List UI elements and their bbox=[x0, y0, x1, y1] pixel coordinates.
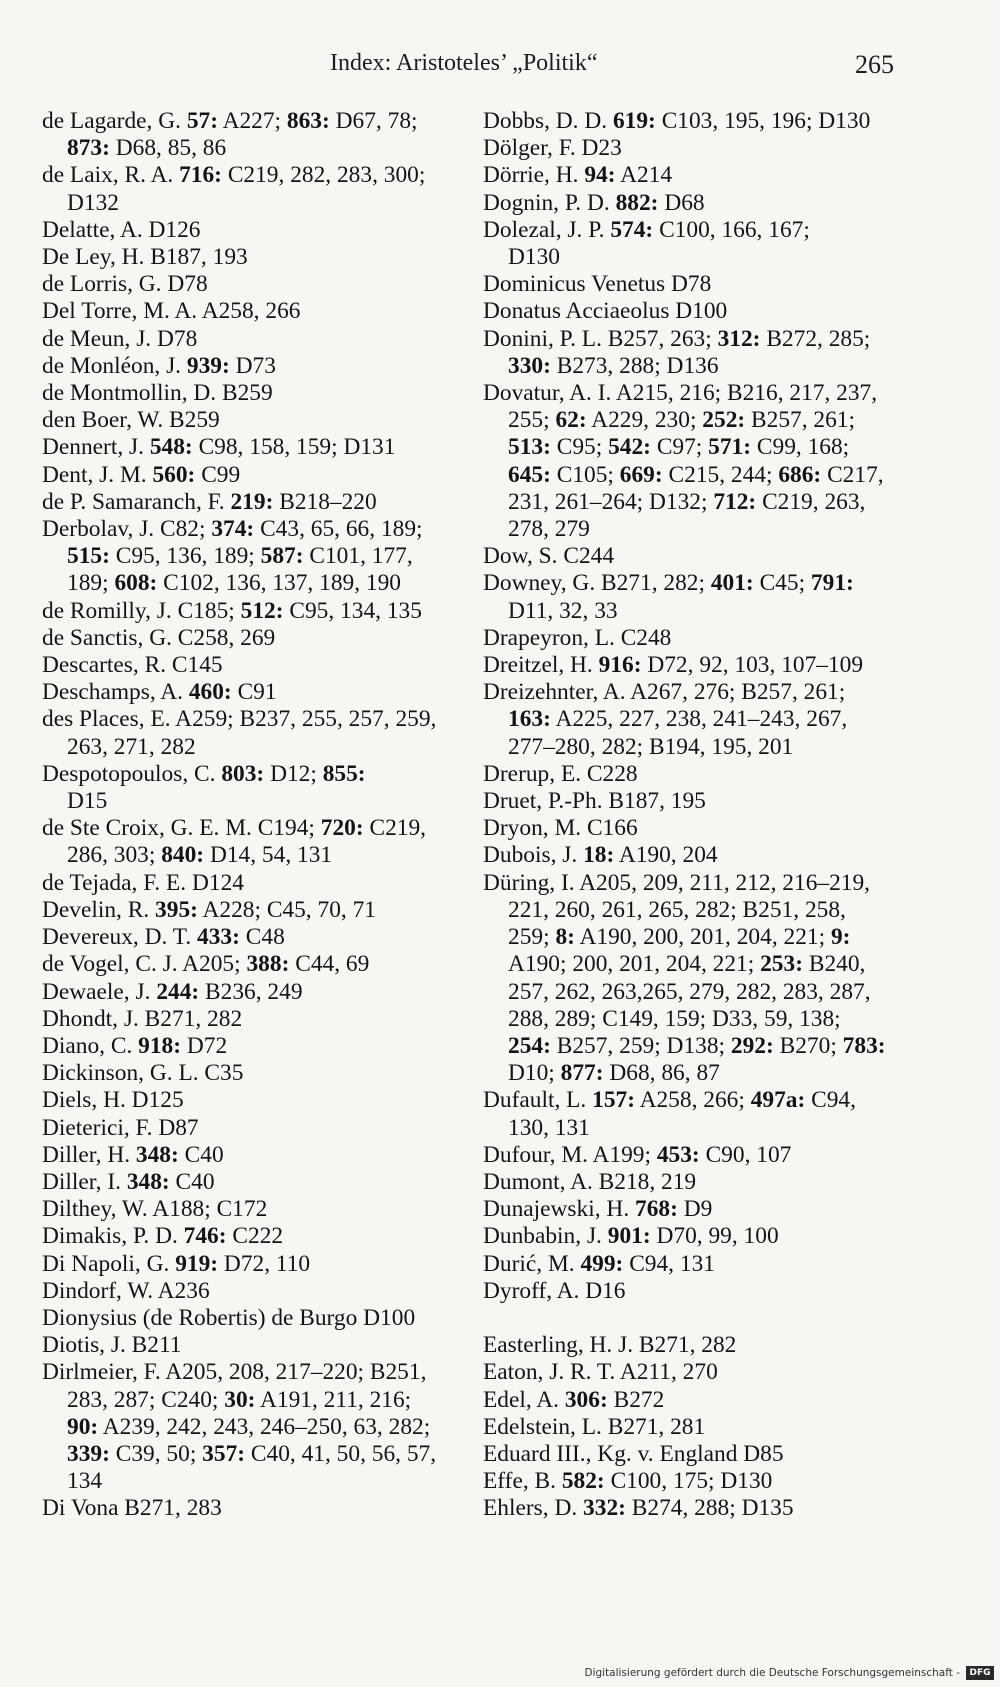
index-entry: Drapeyron, L. C248 bbox=[483, 624, 672, 651]
index-entry: Delatte, A. D126 bbox=[42, 216, 201, 243]
footer-credit: Digitalisierung gefördert durch die Deutsche Forschungsgemeinschaft - bbox=[584, 1667, 960, 1679]
index-entry: Ehlers, D. 332: B274, 288; D135 bbox=[483, 1495, 794, 1522]
index-entry: Dickinson, G. L. C35 bbox=[42, 1060, 244, 1087]
index-entry: Durić, M. 499: C94, 131 bbox=[483, 1250, 715, 1277]
index-entry: de Sanctis, G. C258, 269 bbox=[42, 624, 276, 651]
index-entry: Drerup, E. C228 bbox=[483, 760, 638, 787]
index-entry: Donini, P. L. B257, 263; 312: B272, 285; 330: B273, 288; D136 bbox=[483, 325, 871, 379]
index-entry: Dubois, J. 18: A190, 204 bbox=[483, 842, 718, 869]
index-entry: Druet, P.-Ph. B187, 195 bbox=[483, 788, 706, 815]
index-entry: Dominicus Venetus D78 bbox=[483, 271, 712, 298]
running-header bbox=[0, 50, 1000, 84]
index-entry: Eaton, J. R. T. A211, 270 bbox=[483, 1359, 718, 1386]
index-entry: Dieterici, F. D87 bbox=[42, 1114, 199, 1141]
index-entry: Dovatur, A. I. A215, 216; B216, 217, 237, 255; 62: A229, 230; 252: B257, 261; 513: C95; 542: C97; 571: C99, 168; 645: C105; 669: C215, 244; 686: C217, 231, 261–264; D132; 712: C219, 263, 278, 279 bbox=[483, 380, 884, 543]
index-entry: Effe, B. 582: C100, 175; D130 bbox=[483, 1468, 773, 1495]
index-entry: de Lagarde, G. 57: A227; 863: D67, 78; 873: D68, 85, 86 bbox=[42, 108, 418, 162]
index-entry: de P. Samaranch, F. 219: B218–220 bbox=[42, 488, 377, 515]
index-column-right bbox=[483, 108, 933, 1523]
index-entry: den Boer, W. B259 bbox=[42, 407, 220, 434]
index-entry: Dirlmeier, F. A205, 208, 217–220; B251, 283, 287; C240; 30: A191, 211, 216; 90: A239, 242, 243, 246–250, 63, 282; 339: C39, 50; 357: C40, 41, 50, 56, 57, 134 bbox=[42, 1359, 437, 1495]
index-section-gap bbox=[483, 1305, 933, 1332]
index-entry: de Meun, J. D78 bbox=[42, 325, 198, 352]
index-entry: Edelstein, L. B271, 281 bbox=[483, 1413, 706, 1440]
index-entry: Del Torre, M. A. A258, 266 bbox=[42, 298, 301, 325]
index-entry: Easterling, H. J. B271, 282 bbox=[483, 1332, 737, 1359]
page-number: 265 bbox=[855, 50, 894, 79]
index-entry: Dimakis, P. D. 746: C222 bbox=[42, 1223, 284, 1250]
index-entry: Devereux, D. T. 433: C48 bbox=[42, 924, 285, 951]
index-entry: Dewaele, J. 244: B236, 249 bbox=[42, 978, 303, 1005]
header-title: Index: Aristoteles’ „Politik“ bbox=[330, 50, 598, 76]
index-entry: Diller, H. 348: C40 bbox=[42, 1141, 224, 1168]
index-entry: Diller, I. 348: C40 bbox=[42, 1168, 215, 1195]
index-column-left bbox=[42, 108, 467, 1523]
index-entry: Dilthey, W. A188; C172 bbox=[42, 1196, 268, 1223]
index-entry: Dolezal, J. P. 574: C100, 166, 167; D130 bbox=[483, 216, 810, 271]
index-entry: de Montmollin, D. B259 bbox=[42, 380, 273, 407]
index-entry: Di Napoli, G. 919: D72, 110 bbox=[42, 1250, 311, 1277]
index-entry: de Lorris, G. D78 bbox=[42, 271, 208, 298]
index-entry: Dow, S. C244 bbox=[483, 543, 615, 570]
index-entry: Edel, A. 306: B272 bbox=[483, 1386, 665, 1413]
index-entry: Dhondt, J. B271, 282 bbox=[42, 1005, 243, 1032]
index-entry: Dufour, M. A199; 453: C90, 107 bbox=[483, 1141, 792, 1168]
index-entry: Donatus Acciaeolus D100 bbox=[483, 298, 728, 325]
index-entry: Despotopoulos, C. 803: D12; 855: D15 bbox=[42, 760, 366, 815]
index-entry: des Places, E. A259; B237, 255, 257, 259, 263, 271, 282 bbox=[42, 706, 437, 760]
index-entry: Diels, H. D125 bbox=[42, 1087, 184, 1114]
index-entry: Düring, I. A205, 209, 211, 212, 216–219, 221, 260, 261, 265, 282; B251, 258, 259; 8: A190, 200, 201, 204, 221; 9: A190; 200, 201, 204, 221; 253: B240, 257, 262, 263,265, 279, 282, 283, 287, 288, 289; C149, 159; D33, 59, 138; 254: B257, 259; D138; 292: B270; 783: D10; 877: D68, 86, 87 bbox=[483, 869, 886, 1087]
index-entry: Dreizehnter, A. A267, 276; B257, 261; 163: A225, 227, 238, 241–243, 267, 277–280, 282; B194, 195, 201 bbox=[483, 679, 848, 760]
dfg-logo: DFG bbox=[966, 1666, 994, 1680]
index-entry: Eduard III., Kg. v. England D85 bbox=[483, 1440, 784, 1467]
index-entry: Diano, C. 918: D72 bbox=[42, 1032, 228, 1059]
index-entry: Descartes, R. C145 bbox=[42, 652, 223, 679]
index-entry: Dent, J. M. 560: C99 bbox=[42, 461, 241, 488]
index-entry: Dunbabin, J. 901: D70, 99, 100 bbox=[483, 1223, 779, 1250]
footer bbox=[0, 1664, 1000, 1687]
index-entry: Dörrie, H. 94: A214 bbox=[483, 162, 673, 189]
index-entry: de Monléon, J. 939: D73 bbox=[42, 352, 276, 379]
index-entry: Di Vona B271, 283 bbox=[42, 1495, 222, 1522]
index-entry: Dunajewski, H. 768: D9 bbox=[483, 1196, 713, 1223]
index-entry: Dionysius (de Robertis) de Burgo D100 bbox=[42, 1304, 416, 1331]
index-entry: de Tejada, F. E. D124 bbox=[42, 869, 244, 896]
index-entry: Derbolav, J. C82; 374: C43, 65, 66, 189; 515: C95, 136, 189; 587: C101, 177, 189; 608: C102, 136, 137, 189, 190 bbox=[42, 516, 423, 597]
index-entry: Dölger, F. D23 bbox=[483, 135, 622, 162]
index-entry: Develin, R. 395: A228; C45, 70, 71 bbox=[42, 896, 376, 923]
index-entry: Dryon, M. C166 bbox=[483, 815, 638, 842]
index-entry: de Vogel, C. J. A205; 388: C44, 69 bbox=[42, 951, 370, 978]
index-entry: Diotis, J. B211 bbox=[42, 1332, 182, 1359]
index-entry: Dreitzel, H. 916: D72, 92, 103, 107–109 bbox=[483, 652, 864, 679]
index-entry: Dufault, L. 157: A258, 266; 497a: C94, 130, 131 bbox=[483, 1087, 856, 1141]
index-entry: Deschamps, A. 460: C91 bbox=[42, 679, 277, 706]
index-entry: de Romilly, J. C185; 512: C95, 134, 135 bbox=[42, 597, 422, 624]
index-entry: Dumont, A. B218, 219 bbox=[483, 1168, 697, 1195]
index-entry: de Ste Croix, G. E. M. C194; 720: C219, 286, 303; 840: D14, 54, 131 bbox=[42, 815, 427, 869]
index-entry: De Ley, H. B187, 193 bbox=[42, 244, 248, 271]
index-entry: Dyroff, A. D16 bbox=[483, 1277, 626, 1304]
index-entry: Dobbs, D. D. 619: C103, 195, 196; D130 bbox=[483, 108, 871, 134]
index-entry: Dindorf, W. A236 bbox=[42, 1277, 210, 1304]
index-entry: de Laix, R. A. 716: C219, 282, 283, 300; D132 bbox=[42, 162, 426, 216]
index-entry: Dennert, J. 548: C98, 158, 159; D131 bbox=[42, 434, 396, 461]
index-entry: Downey, G. B271, 282; 401: C45; 791: D11, 32, 33 bbox=[483, 570, 854, 624]
index-entry: Dognin, P. D. 882: D68 bbox=[483, 189, 705, 216]
